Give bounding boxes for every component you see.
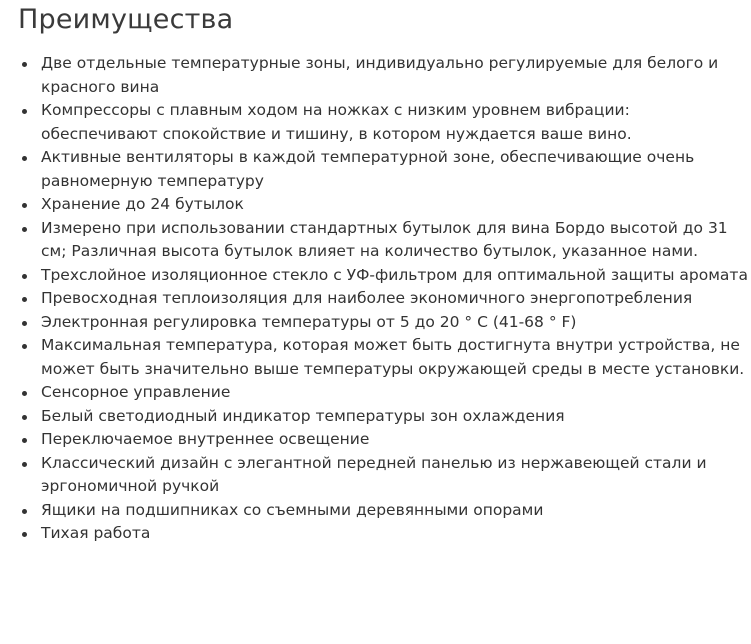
feature-text: Белый светодиодный индикатор температуры зон охлаждения	[41, 406, 565, 425]
feature-item	[18, 522, 751, 546]
bullet-icon	[22, 203, 27, 208]
bullet-icon	[22, 109, 27, 114]
feature-item	[18, 499, 751, 523]
feature-item	[18, 311, 751, 335]
feature-item	[18, 193, 751, 217]
feature-text: Классический дизайн с элегантной передней панелью из нержавеющей стали и эргономичной ручкой	[41, 453, 707, 495]
bullet-icon	[22, 62, 27, 67]
feature-item	[18, 428, 751, 452]
feature-item	[18, 405, 751, 429]
feature-text: Хранение до 24 бутылок	[41, 195, 244, 213]
bullet-icon	[22, 344, 27, 349]
feature-text: Ящики на подшипниках со съемными деревянными опорами	[41, 500, 544, 519]
feature-text: Электронная регулировка температуры от 5 до 20 ° C (41-68 ° F)	[41, 312, 577, 331]
feature-text: Тихая работа	[41, 524, 151, 542]
feature-text: Две отдельные температурные зоны, индивидуально регулируемые для белого и красного вина	[41, 54, 719, 96]
feature-item	[18, 264, 751, 288]
bullet-icon	[22, 532, 27, 537]
feature-item	[18, 452, 751, 499]
feature-item	[18, 287, 751, 311]
bullet-icon	[22, 415, 27, 420]
bullet-icon	[22, 274, 27, 279]
feature-item	[18, 99, 751, 146]
feature-text: Сенсорное управление	[41, 383, 231, 401]
feature-text: Измерено при использовании стандартных бутылок для вина Бордо высотой до 31 см; Различная высота бутылок влияет на количество бутылок, указанное нами.	[41, 218, 728, 260]
bullet-icon	[22, 156, 27, 161]
features-list	[18, 52, 751, 546]
feature-text: Трехслойное изоляционное стекло с УФ-фильтром для оптимальной защиты аромата	[41, 265, 748, 284]
bullet-icon	[22, 391, 27, 396]
feature-item	[18, 146, 751, 193]
feature-item	[18, 52, 751, 99]
feature-item	[18, 334, 751, 381]
feature-text: Компрессоры с плавным ходом на ножках с низким уровнем вибрации: обеспечивают спокойствие и тишину, в котором нуждается ваше вино.	[41, 101, 632, 143]
bullet-icon	[22, 321, 27, 326]
bullet-icon	[22, 297, 27, 302]
bullet-icon	[22, 438, 27, 443]
bullet-icon	[22, 509, 27, 514]
feature-text: Активные вентиляторы в каждой температурной зоне, обеспечивающие очень равномерную температуру	[41, 148, 695, 190]
bullet-icon	[22, 462, 27, 467]
feature-text: Переключаемое внутреннее освещение	[41, 430, 370, 448]
feature-item	[18, 381, 751, 405]
bullet-icon	[22, 227, 27, 232]
feature-item	[18, 217, 751, 264]
section-heading: Преимущества	[18, 4, 234, 35]
feature-text: Максимальная температура, которая может быть достигнута внутри устройства, не может быть значительно выше температуры окружающей среды в месте установки.	[41, 336, 745, 378]
feature-text: Превосходная теплоизоляция для наиболее экономичного энергопотребления	[41, 289, 693, 307]
